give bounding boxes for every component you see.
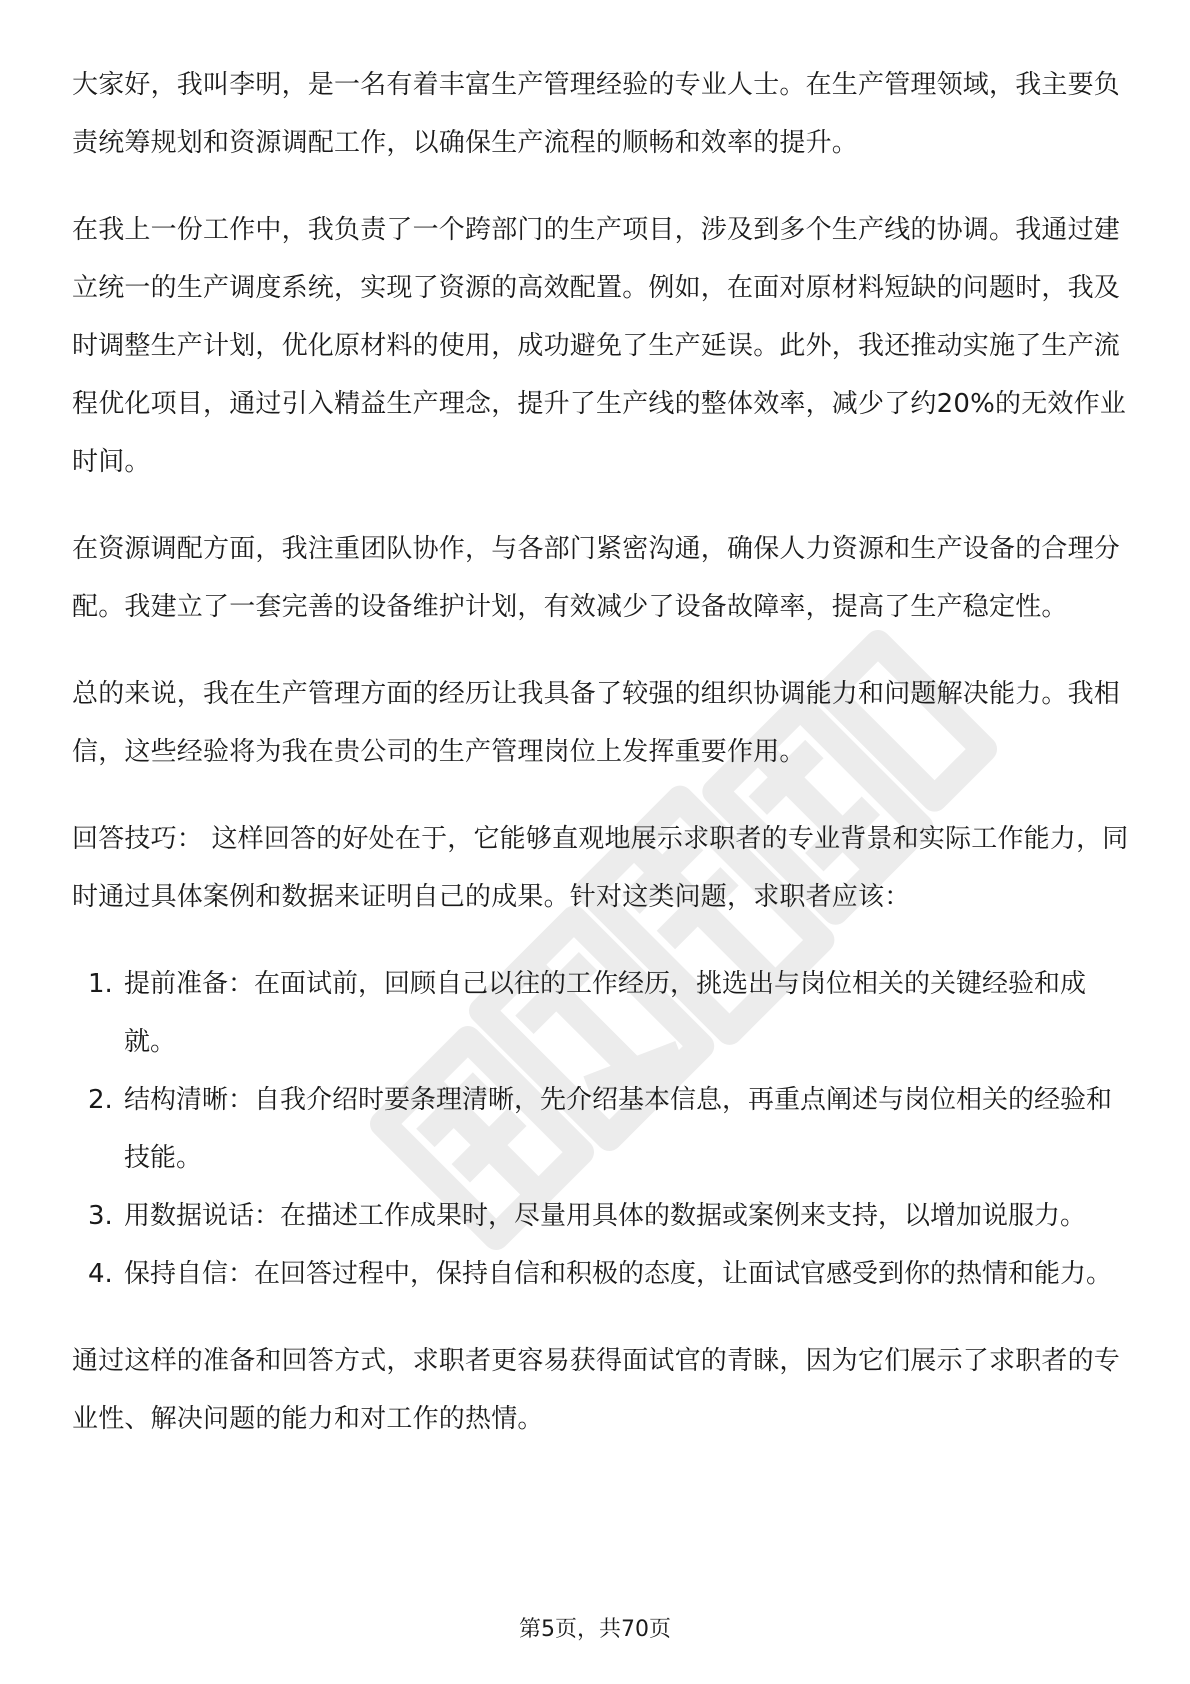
document-body [72,56,1132,1477]
resources-paragraph: 在资源调配方面，我注重团队协作，与各部门紧密沟通，确保人力资源和生产设备的合理分配。我建立了一套完善的设备维护计划，有效减少了设备故障率，提高了生产稳定性。 [72,534,1121,622]
list-item [72,1245,1132,1303]
list-number: 2. [88,1085,113,1115]
experience-paragraph: 在我上一份工作中，我负责了一个跨部门的生产项目，涉及到多个生产线的协调。我通过建立统一的生产调度系统，实现了资源的高效配置。例如，在面对原材料短缺的问题时，我及时调整生产计划，优化原材料的使用，成功避免了生产延误。此外，我还推动实施了生产流程优化项目，通过引入精益生产理念，提升了生产线的整体效率，减少了约20%的无效作业时间。 [72,215,1126,477]
intro-paragraph: 大家好，我叫李明，是一名有着丰富生产管理经验的专业人士。在生产管理领域，我主要负责统筹规划和资源调配工作，以确保生产流程的顺畅和效率的提升。 [72,70,1121,158]
list-item [72,1071,1132,1187]
page-footer [0,1612,1190,1643]
summary-paragraph: 总的来说，我在生产管理方面的经历让我具备了较强的组织协调能力和问题解决能力。我相信，这些经验将为我在贵公司的生产管理岗位上发挥重要作用。 [72,679,1121,767]
list-text: 保持自信：在回答过程中，保持自信和积极的态度，让面试官感受到你的热情和能力。 [124,1259,1113,1289]
tips-paragraph: 回答技巧： 这样回答的好处在于，它能够直观地展示求职者的专业背景和实际工作能力，同时通过具体案例和数据来证明自己的成果。针对这类问题，求职者应该： [72,824,1129,912]
tips-list [72,955,1132,1303]
list-number: 3. [88,1201,113,1231]
list-item [72,955,1132,1071]
list-number: 1. [88,969,113,999]
list-number: 4. [88,1259,113,1289]
conclusion-paragraph: 通过这样的准备和回答方式，求职者更容易获得面试官的青睐，因为它们展示了求职者的专业性、解决问题的能力和对工作的热情。 [72,1346,1121,1434]
list-text: 结构清晰：自我介绍时要条理清晰，先介绍基本信息，再重点阐述与岗位相关的经验和技能。 [124,1085,1113,1173]
list-text: 提前准备：在面试前，回顾自己以往的工作经历，挑选出与岗位相关的关键经验和成就。 [124,969,1087,1057]
list-item [72,1187,1132,1245]
list-text: 用数据说话：在描述工作成果时，尽量用具体的数据或案例来支持，以增加说服力。 [124,1201,1087,1231]
page-number: 第5页，共70页 [519,1617,671,1642]
